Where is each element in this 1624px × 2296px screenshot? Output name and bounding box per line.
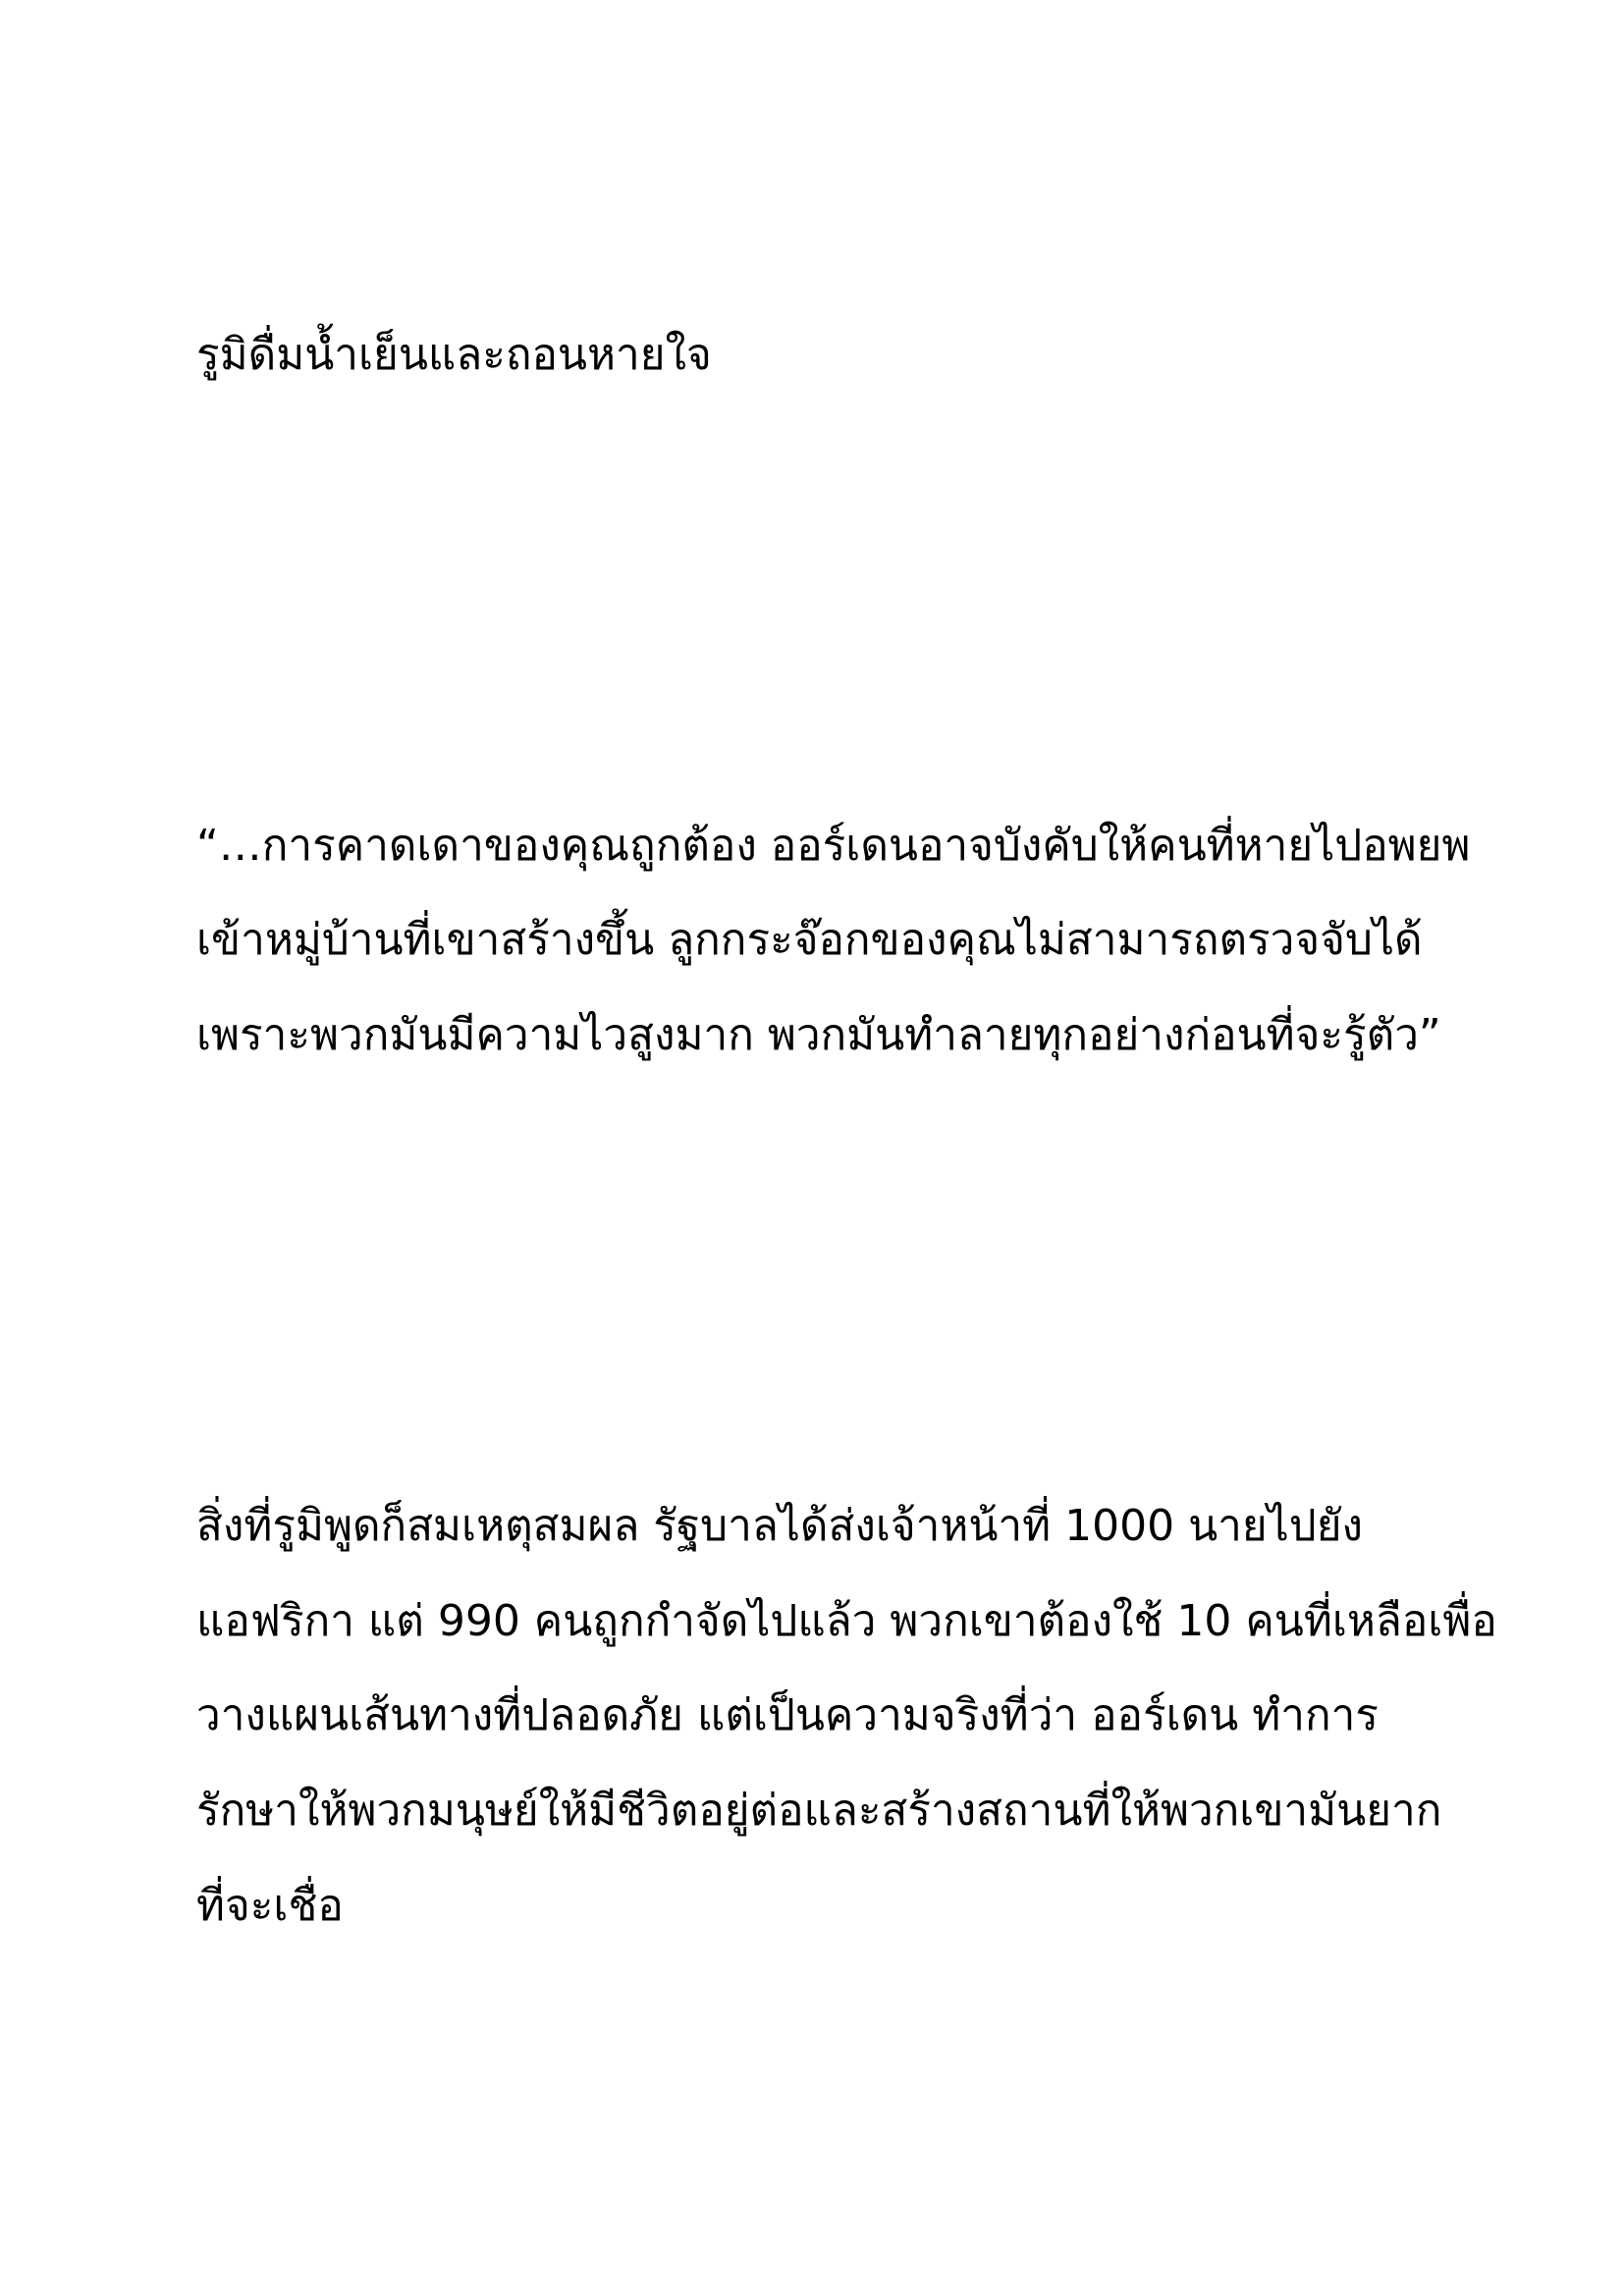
paragraph-3-line-3: วางแผนเส้นทางที่ปลอดภัย แต่เป็นความจริงที่ว่า ออร์เดน ทำการ xyxy=(196,1690,1379,1740)
paragraph-3-line-1: สิ่งที่รูมิพูดก็สมเหตุสมผล รัฐบาลได้ส่งเจ้าหน้าที่ 1000 นายไปยัง xyxy=(196,1501,1363,1551)
paragraph-2-line-1: “…การคาดเดาของคุณถูกต้อง ออร์เดนอาจบังคับให้คนที่หายไปอพยพ xyxy=(196,821,1471,871)
paragraph-3-line-5: ที่จะเชื่อ xyxy=(196,1881,344,1931)
paragraph-2-line-3: เพราะพวกมันมีความไวสูงมาก พวกมันทำลายทุกอย่างก่อนที่จะรู้ตัว” xyxy=(196,1010,1441,1060)
paragraph-3-line-4: รักษาให้พวกมนุษย์ให้มีชีวิตอยู่ต่อและสร้างสถานที่ให้พวกเขามันยาก xyxy=(196,1786,1442,1836)
paragraph-1-line-1: รูมิดื่มน้ำเย็นและถอนหายใจ xyxy=(196,330,712,380)
paragraph-2-line-2: เข้าหมู่บ้านที่เขาสร้างขึ้น ลูกกระจ๊อกของคุณไม่สามารถตรวจจับได้ xyxy=(196,915,1423,965)
paragraph-3-line-2: แอฟริกา แต่ 990 คนถูกกำจัดไปแล้ว พวกเขาต้องใช้ 10 คนที่เหลือเพื่อ xyxy=(196,1596,1497,1646)
